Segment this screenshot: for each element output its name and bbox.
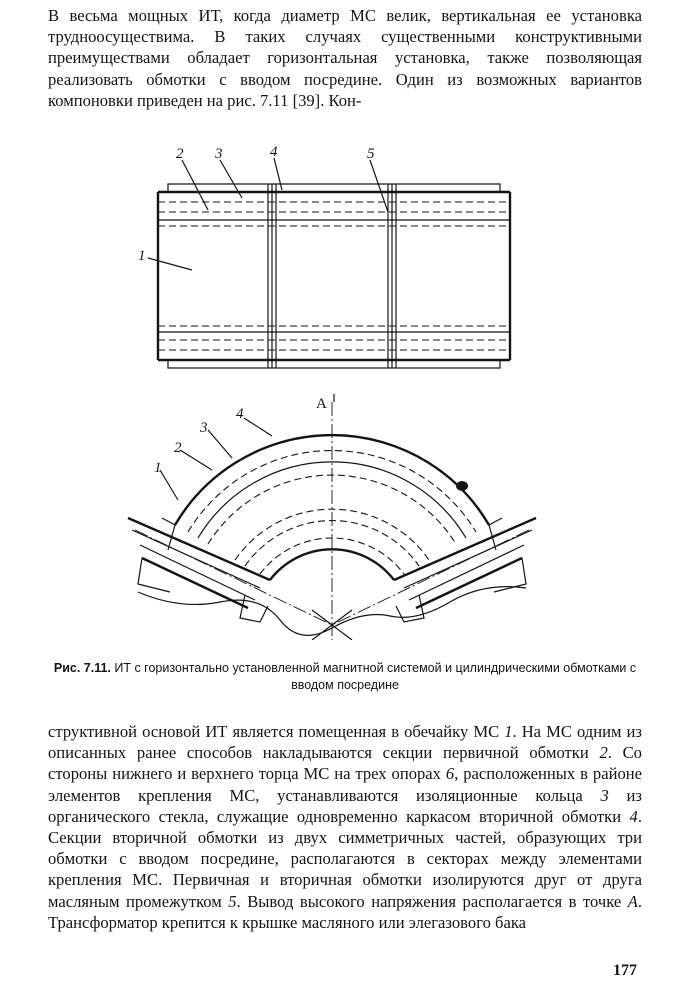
text-run: . Вывод высокого напряжения располагается в точке [236,891,628,911]
text-run: . На МС одним из описанных ранее способов накладываются секции первичной обмотки [48,722,642,763]
ref-letter: А [627,891,638,911]
caption-label: Рис. 7.11. [53,661,111,675]
top-view [138,144,510,368]
label-point-a: А [316,396,327,412]
page-number: 177 [613,962,637,979]
transformer-drawing [120,140,540,640]
caption-text: ИТ с горизонтально установленной магнитной системой и цилиндрическими обмотками с вводом посредине [110,661,637,692]
text-run: из органического стекла, служащие одновременно каркасом вторичной обмотки [48,785,642,826]
label-top-4: 4 [270,144,278,160]
ref-number: 6 [445,764,455,784]
label-bot-3: 3 [200,420,208,436]
text-run: . Секции вторичной обмотки из двух симметричных частей, образующих три обмотки с вводом посредине, располагаются в секторах между элементами крепления МС. Первичная и вторичная обмотки изолируются друг от друга масляным промежутком [48,806,642,911]
label-bot-2: 2 [174,440,182,456]
label-bot-1: 1 [154,460,162,476]
ref-number: 3 [600,785,609,805]
text-run: . Со стороны нижнего и верхнего торца МС на трех опорах [48,743,642,784]
section-view [128,394,536,640]
ref-number: 2 [599,743,608,763]
text-run: . Трансформатор крепится к крышке масляного или элегазового бака [48,891,642,932]
label-top-3: 3 [215,146,223,162]
figure-caption [48,660,642,694]
ref-number: 5 [228,891,237,911]
label-top-1: 1 [138,248,146,264]
figure-7-11 [120,140,540,640]
paragraph-intro: В весьма мощных ИТ, когда диаметр МС велик, вертикальная ее установка трудноосуществима. В таких случаях существенными конструктивными преимуществами обладает горизонтальная установка, также позволяющая реализовать обмотки с вводом посредине. Один из возможных вариантов компоновки приведен на рис. 7.11 [39]. Кон- [48,6,642,110]
label-top-2: 2 [176,146,184,162]
label-bot-4: 4 [236,406,244,422]
ref-number: 4 [629,806,638,826]
ref-number: 1 [504,722,513,741]
label-top-5: 5 [367,146,375,162]
text-run: структивной основой ИТ является помещенная в обечайку МС [48,722,505,741]
paragraph-body [48,721,642,933]
text-run: , расположенных в районе элементов крепления МС, устанавливаются изоляционные кольца [48,764,642,805]
